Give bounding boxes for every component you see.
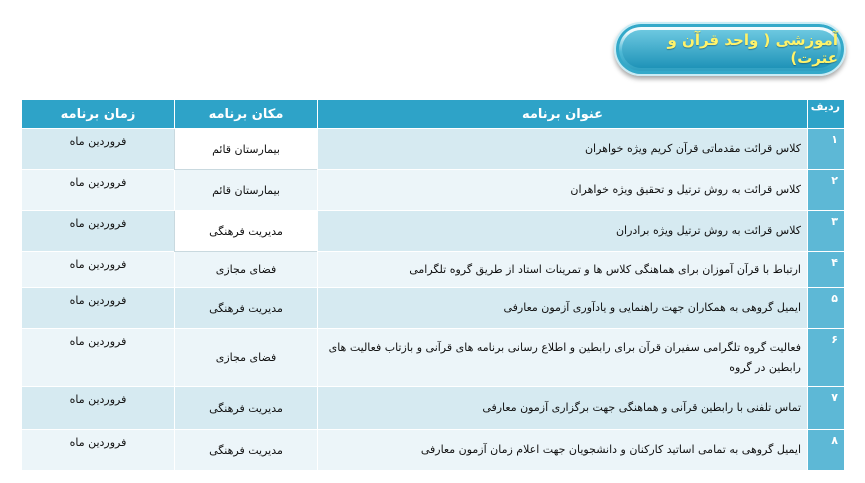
row-time: فروردین ماه [22, 211, 175, 252]
row-title: کلاس قرائت مقدماتی قرآن کریم ویژه خواهران [318, 129, 808, 170]
table-row [22, 387, 845, 430]
section-title: آموزشی ( واحد قرآن و عترت) [667, 31, 838, 67]
row-place: مدیریت فرهنگی [175, 430, 318, 471]
row-time: فروردین ماه [22, 129, 175, 170]
row-num: ۲ [808, 170, 845, 211]
table-row [22, 211, 845, 252]
row-num: ۴ [808, 252, 845, 288]
table-row [22, 170, 845, 211]
header-title: عنوان برنامه [318, 100, 808, 129]
row-title: فعالیت گروه تلگرامی سفیران قرآن برای رابطین و اطلاع رسانی برنامه های قرآنی و بازتاب فعالیت های رابطین در گروه [318, 329, 808, 387]
row-place: بیمارستان قائم [175, 129, 318, 170]
row-time: فروردین ماه [22, 387, 175, 430]
table-row [22, 129, 845, 170]
row-title: تماس تلفنی با رابطین قرآنی و هماهنگی جهت برگزاری آزمون معارفی [318, 387, 808, 430]
header-time: زمان برنامه [22, 100, 175, 129]
row-place: فضای مجازی [175, 329, 318, 387]
row-num: ۶ [808, 329, 845, 387]
row-time: فروردین ماه [22, 170, 175, 211]
row-place: فضای مجازی [175, 252, 318, 288]
row-place: مدیریت فرهنگی [175, 387, 318, 430]
row-num: ۸ [808, 430, 845, 471]
table-row [22, 329, 845, 387]
section-title-inner [622, 30, 838, 68]
row-place: مدیریت فرهنگی [175, 211, 318, 252]
row-title: کلاس قرائت به روش ترتیل و تحقیق ویژه خواهران [318, 170, 808, 211]
row-title: ایمیل گروهی به تمامی اساتید کارکنان و دانشجویان جهت اعلام زمان آزمون معارفی [318, 430, 808, 471]
section-title-badge [614, 22, 846, 76]
row-time: فروردین ماه [22, 252, 175, 288]
row-title: ارتباط با قرآن آموزان برای هماهنگی کلاس ها و تمرینات استاد از طریق گروه تلگرامی [318, 252, 808, 288]
table-header-row [22, 100, 845, 129]
row-place: بیمارستان قائم [175, 170, 318, 211]
header-num: ردیف [808, 100, 845, 129]
row-time: فروردین ماه [22, 329, 175, 387]
row-title: کلاس قرائت به روش ترتیل ویژه برادران [318, 211, 808, 252]
program-table [21, 99, 845, 471]
row-title: ایمیل گروهی به همکاران جهت راهنمایی و یادآوری آزمون معارفی [318, 288, 808, 329]
row-place: مدیریت فرهنگی [175, 288, 318, 329]
header-place: مکان برنامه [175, 100, 318, 129]
table-row [22, 288, 845, 329]
row-num: ۷ [808, 387, 845, 430]
row-num: ۳ [808, 211, 845, 252]
table-row [22, 252, 845, 288]
row-num: ۵ [808, 288, 845, 329]
row-time: فروردین ماه [22, 288, 175, 329]
row-num: ۱ [808, 129, 845, 170]
row-time: فروردین ماه [22, 430, 175, 471]
table-row [22, 430, 845, 471]
